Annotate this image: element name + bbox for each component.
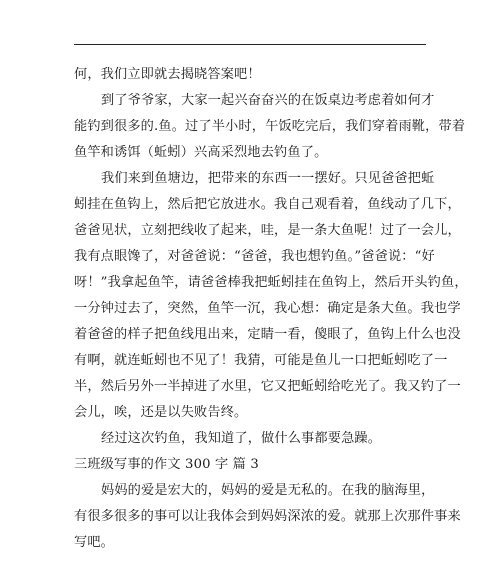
paragraph-line: 我们来到鱼塘边，把带来的东西一一摆好。只见爸爸把蚯 (101, 171, 435, 186)
paragraph (74, 166, 468, 426)
paragraph-line: 写吧。 (74, 535, 115, 550)
paragraph-line: 爸爸见状，立刻把线收了起来，哇，是一条大鱼呢！过了一会儿， (74, 223, 461, 238)
paragraph-line: 呀！”我拿起鱼竿，请爸爸棒我把蚯蚓挂在鱼钩上，然后开头钓鱼， (74, 275, 468, 290)
paragraph-line: 一分钟过去了，突然，鱼竿一沉，我心想：确定是条大鱼。我也学 (74, 301, 461, 316)
paragraph (74, 426, 428, 452)
paragraph (74, 88, 466, 166)
paragraph-line: 有啊，就连蚯蚓也不见了！我猜，可能是鱼儿一口把蚯蚓吃了一 (74, 353, 448, 368)
paragraph-line: 何，我们立即就去揭晓答案吧！ (74, 67, 261, 82)
paragraph-line: 有很多很多的事可以让我体会到妈妈深浓的爱。就那上次那件事来 (74, 509, 461, 524)
paragraph (74, 478, 461, 556)
paragraph-line: 会儿，唉，还是以失败告终。 (74, 405, 248, 420)
paragraph-line: 经过这次钓鱼，我知道了，做什么事都要急躁。 (101, 431, 382, 446)
paragraph-line: 着爸爸的样子把鱼线甩出来，定睛一看，傻眼了，鱼钩上什么也没 (74, 327, 461, 342)
paragraph (74, 62, 428, 88)
section-heading (74, 452, 428, 478)
heading-text: 三班级写事的作文 300 字 篇 3 (74, 457, 259, 472)
paragraph-line: 半，然后另外一半掉进了水里，它又把蚯蚓给吃光了。我又钓了一 (74, 379, 461, 394)
document-body (74, 62, 468, 556)
paragraph-line: 能钓到很多的.鱼。过了半小时，午饭吃完后，我们穿着雨靴，带着 (74, 119, 466, 134)
header-rule (74, 44, 426, 45)
paragraph-line: 到了爷爷家，大家一起兴奋奋兴的在饭桌边考虑着如何才 (101, 93, 435, 108)
paragraph-line: 鱼竿和诱饵（蚯蚓）兴高采烈地去钓鱼了。 (74, 145, 328, 160)
paragraph-line: 蚓挂在鱼钩上，然后把它放进水。我自己观看着，鱼线动了几下， (74, 197, 461, 212)
paragraph-line: 妈妈的爱是宏大的，妈妈的爱是无私的。在我的脑海里， (101, 483, 435, 498)
paragraph-line: 我有点眼馋了，对爸爸说：“爸爸，我也想钓鱼。”爸爸说：“好 (74, 249, 435, 264)
